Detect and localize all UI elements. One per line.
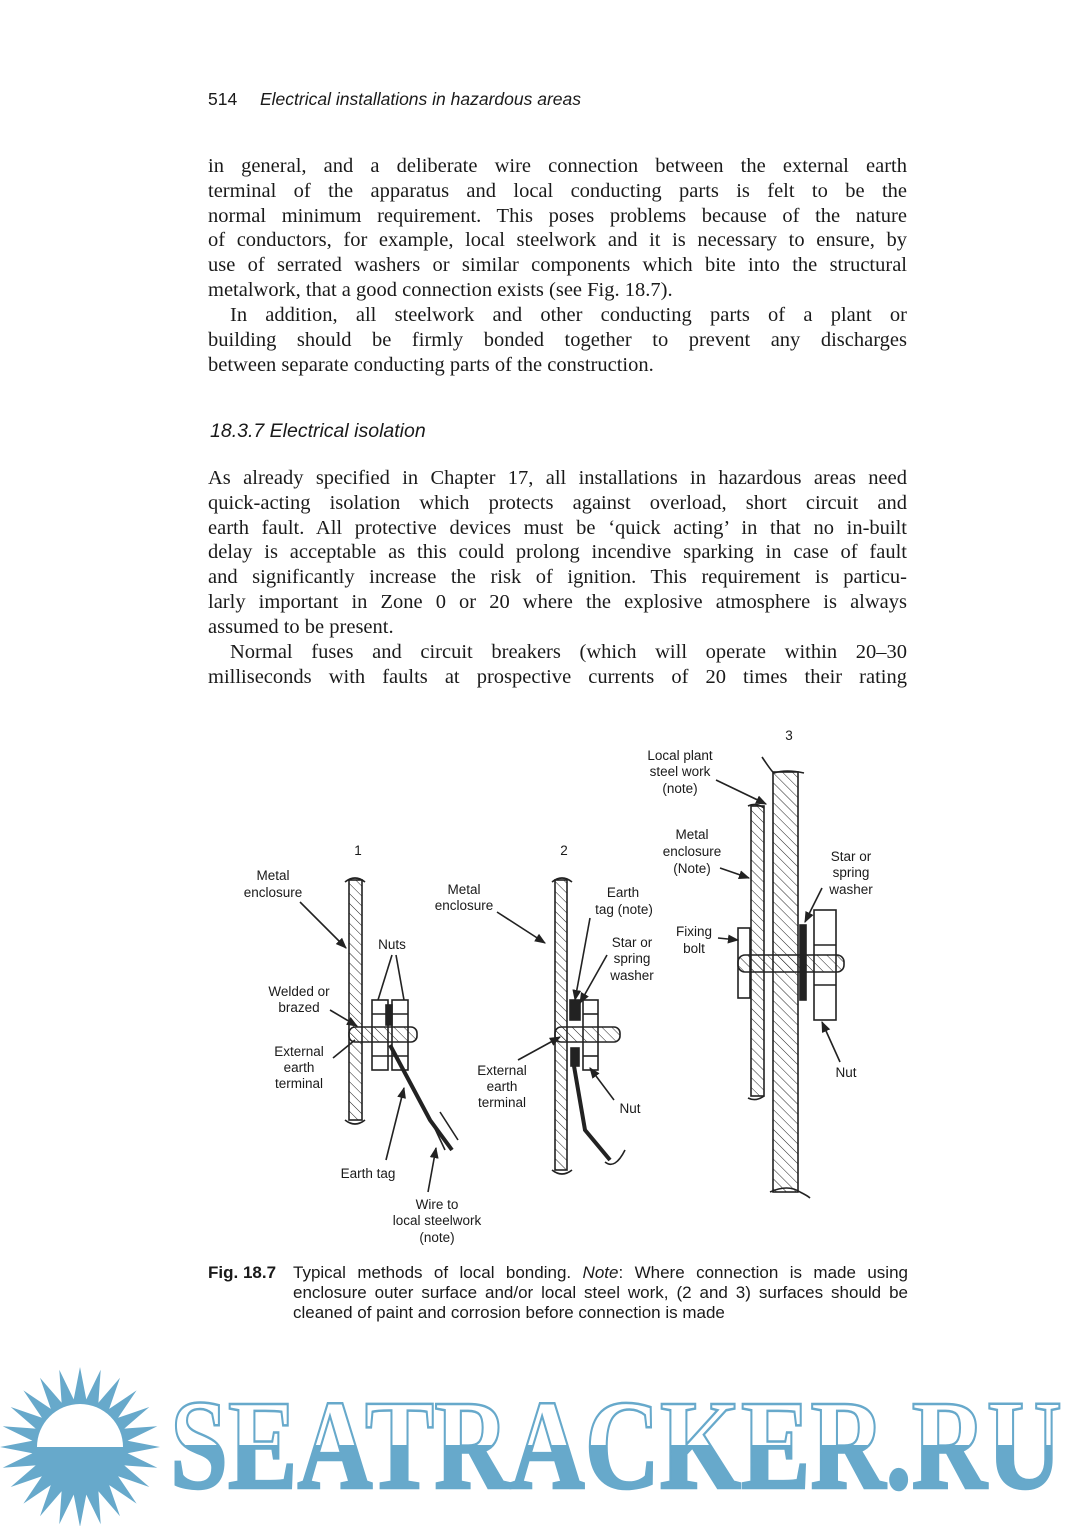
watermark-text: SEATRACKER.RU [170,1374,1062,1516]
panel-3-number: 3 [785,728,793,743]
text-line: and significantly increase the risk of ignition. This requirement is particu- [208,566,907,589]
text-line: Normal fuses and circuit breakers (which will operate within 20–30 [230,641,907,663]
panel-2-drawing [497,878,625,1174]
text-line: use of serrated washers or similar components which bite into the structural [208,254,907,277]
label: local steelwork [392,1213,482,1228]
caption-note: Note [582,1263,619,1282]
label: brazed [278,1000,320,1015]
label: (note) [662,781,698,796]
label: Local plant [647,748,713,763]
panel-2-number: 2 [560,843,568,858]
label: External [274,1044,324,1059]
watermark-logo [0,1360,1080,1526]
label: Earth tag [340,1166,396,1181]
label: (Note) [673,861,711,876]
label: enclosure [662,844,722,859]
label: washer [829,882,873,897]
label: enclosure [434,898,494,913]
label: spring [832,865,870,880]
text-line: in general, and a deliberate wire connection between the external earth [208,155,907,177]
label: spring [613,951,651,966]
caption-part: : Where connection is made using enclosure outer surface and/or local steel work, (2 and 3) surfaces should be cleaned of paint and corrosion before connection is made [293,1263,908,1322]
section-heading: 18.3.7 Electrical isolation [210,420,426,442]
caption-text [293,1263,908,1323]
label: enclosure [243,885,303,900]
label: Nut [619,1101,641,1116]
label: Wire to [415,1197,459,1212]
label: terminal [274,1076,324,1091]
text-line: quick-acting isolation which protects against overload, short circuit and [208,491,907,514]
label: tag (note) [595,902,653,917]
label: Metal [675,827,709,842]
text-line: As already specified in Chapter 17, all installations in hazardous areas need [208,467,907,489]
text-line: normal minimum requirement. This poses problems because of the nature [208,204,907,227]
caption-label: Fig. 18.7 [208,1263,277,1282]
text-line: delay is acceptable as this could prolong incendive sparking in case of fault [208,541,907,564]
label: Metal [256,868,290,883]
label: External [477,1063,527,1078]
label: Welded or [268,984,330,999]
label: Fixing [675,924,713,939]
label: steel work [649,764,711,779]
label: Nut [835,1065,857,1080]
panel-1-number: 1 [354,843,362,858]
text-line: assumed to be present. [208,615,394,638]
text-line: terminal of the apparatus and local conducting parts is felt to be the [208,179,907,202]
figure-caption [208,1263,908,1323]
label: (note) [419,1230,455,1245]
text-line: larly important in Zone 0 or 20 where the explosive atmosphere is always [208,590,907,613]
text-line: In addition, all steelwork and other conducting parts of a plant or [230,304,907,326]
text-line: between separate conducting parts of the construction. [208,353,654,376]
page-number: 514 [208,89,238,109]
text-line: metalwork, that a good connection exists (see Fig. 18.7). [208,278,673,301]
running-title: Electrical installations in hazardous areas [260,89,581,109]
label: washer [610,968,654,983]
label: earth [486,1079,518,1094]
sun-icon [0,1367,160,1526]
panel-1-drawing [300,878,458,1192]
label: Earth [606,885,640,900]
panel-3-drawing [716,757,844,1198]
text-line: building should be firmly bonded together to prevent any discharges [208,328,907,351]
label: Metal [447,882,481,897]
text-line: earth fault. All protective devices must be ‘quick acting’ in that no in-built [208,516,907,539]
label: earth [283,1060,315,1075]
text-line: of conductors, for example, local steelwork and it is necessary to ensure, by [208,229,907,252]
label: Nuts [378,937,406,952]
label: Star or [611,935,653,950]
text-line: milliseconds with faults at prospective currents of 20 times their rating [208,665,907,688]
label: Star or [830,849,872,864]
caption-part: Typical methods of local bonding. [293,1263,583,1282]
label: terminal [477,1095,527,1110]
label: bolt [683,941,705,956]
